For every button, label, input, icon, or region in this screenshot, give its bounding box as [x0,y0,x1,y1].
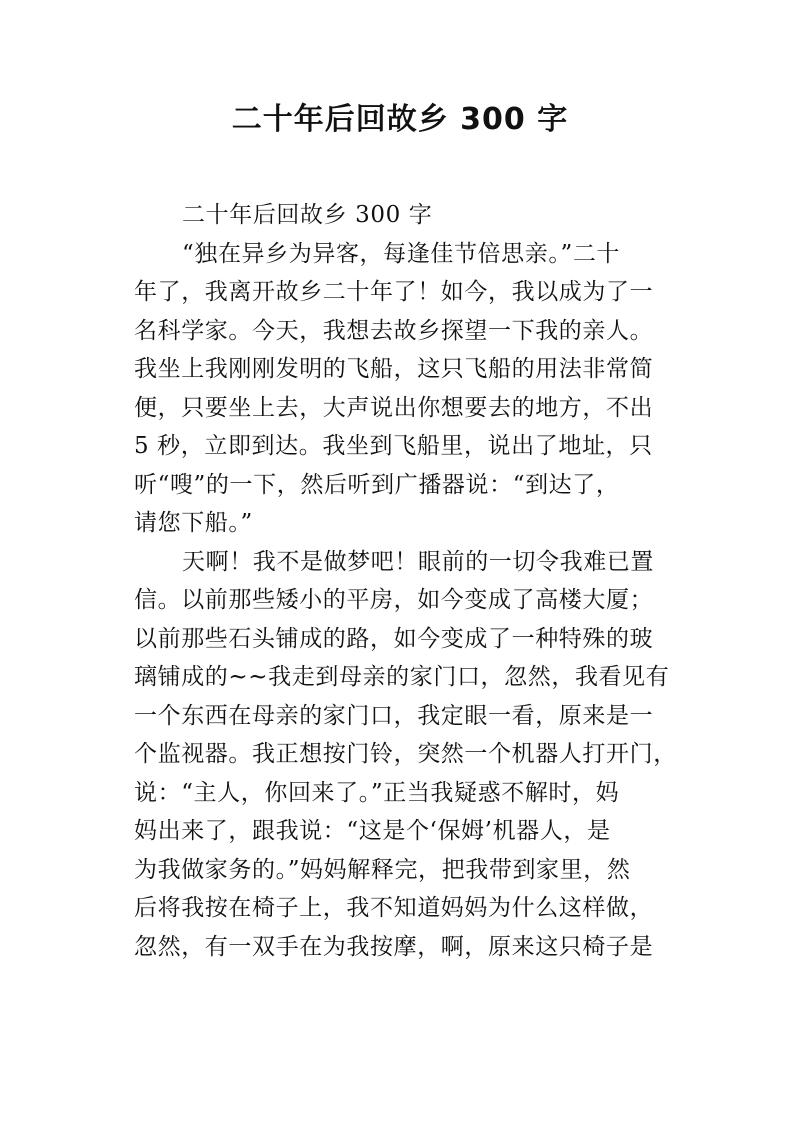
text-line: 名科学家。今天，我想去故乡探望一下我的亲人。 [134,317,654,344]
text-line: 天啊！我不是做梦吧！眼前的一切令我难已置 [182,548,654,575]
text-line: 年了，我离开故乡二十年了！如今，我以成为了一 [134,279,654,305]
text-line: 5 秒，立即到达。我坐到飞船里，说出了地址，只 [134,433,653,459]
text-line: 后将我按在椅子上，我不知道妈妈为什么这样做， [134,895,654,921]
document-body [134,196,677,966]
text-line: 为我做家务的。”妈妈解释完，把我带到家里，然 [134,856,631,883]
text-line: 忽然，有一双手在为我按摩，啊，原来这只椅子是 [134,933,654,960]
text-line: 信。以前那些矮小的平房，如今变成了高楼大厦； [134,587,654,613]
text-line: 二十年后回故乡 300 字 [182,202,433,228]
text-line: 以前那些石头铺成的路，如今变成了一种特殊的玻 [134,625,654,652]
text-line: 请您下船。” [134,510,253,536]
text-line: 璃铺成的~~我走到母亲的家门口，忽然，我看见有 [134,664,670,690]
text-line: 听“嗖”的一下，然后听到广播器说：“到达了， [134,471,620,498]
text-line: 妈出来了，跟我说：“这是个‘保姆’机器人，是 [134,818,611,844]
text-line: 说：“主人，你回来了。”正当我疑惑不解时，妈 [134,779,620,806]
text-line: “独在异乡为异客，每逢佳节倍思亲。”二十 [182,240,621,267]
text-line: 我坐上我刚刚发明的飞船，这只飞船的用法非常简 [134,356,654,382]
text-line: 一个东西在母亲的家门口，我定眼一看，原来是一 [134,702,654,729]
text-line: 便，只要坐上去，大声说出你想要去的地方，不出 [134,394,654,421]
document-title: 二十年后回故乡 300 字 [231,102,569,137]
text-line: 个监视器。我正想按门铃，突然一个机器人打开门， [134,741,677,767]
